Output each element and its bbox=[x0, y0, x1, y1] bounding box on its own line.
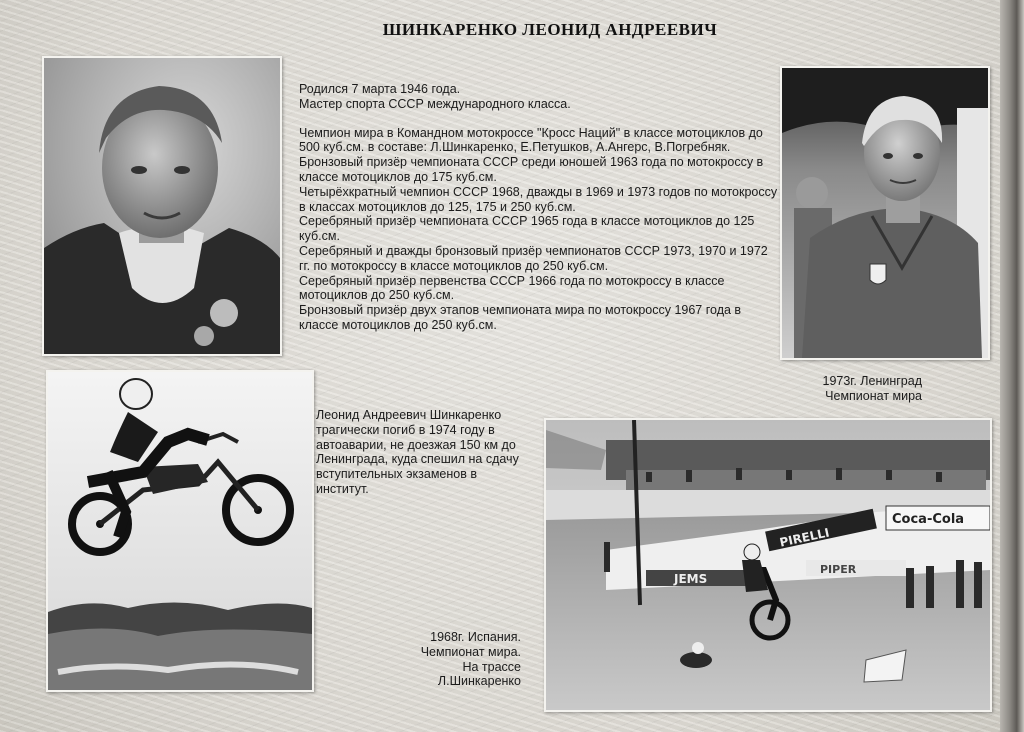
portrait-photo bbox=[42, 56, 282, 356]
book-spine bbox=[1000, 0, 1024, 732]
bio-line: Мастер спорта СССР международного класса. bbox=[299, 96, 571, 111]
photo-1973-leningrad bbox=[780, 66, 990, 360]
bio-line: Родился 7 марта 1946 года. bbox=[299, 82, 461, 96]
biography-text bbox=[299, 82, 779, 333]
bio-line: Бронзовый призёр двух этапов чемпионата мира по мотокроссу 1967 года в классе мотоциклов до 250 куб.см. bbox=[299, 303, 742, 332]
caption-line: 1968г. Испания. bbox=[430, 630, 521, 644]
photo-motocross-jump bbox=[46, 370, 314, 692]
memorial-note: Леонид Андреевич Шинкаренко трагически погиб в 1974 году в автоаварии, не доезжая 150 км до Ленинграда, куда спешил на сдачу вступительных экзаменов в институт. bbox=[316, 408, 519, 496]
banner-coca-cola: Coca-Cola bbox=[892, 512, 965, 527]
bio-line: Бронзовый призёр чемпионата СССР среди юношей 1963 года по мотокроссу в классе мотоциклов до 175 куб.см. bbox=[299, 155, 764, 184]
caption-line: Чемпионат мира. bbox=[420, 644, 521, 659]
photo-race-track bbox=[544, 418, 992, 712]
banner-piper: PIPER bbox=[820, 563, 857, 576]
caption-line: 1973г. Ленинград bbox=[822, 374, 922, 388]
caption-line: На трассе bbox=[462, 659, 521, 674]
caption-1973 bbox=[823, 374, 923, 404]
page-title: ШИНКАРЕНКО ЛЕОНИД АНДРЕЕВИЧ bbox=[382, 20, 718, 39]
bio-line: Серебряный призёр первенства СССР 1966 года по мотокроссу в классе мотоциклов до 250 куб.см. bbox=[299, 273, 725, 303]
banner-jems: JEMS bbox=[674, 572, 708, 586]
bio-line: Четырёхкратный чемпион СССР 1968, дважды в 1969 и 1973 годов по мотокроссу в классах мотоциклов до 125, 175 и 250 куб.см. bbox=[299, 184, 778, 214]
bio-line: Серебряный и дважды бронзовый призёр чемпионатов СССР 1973, 1970 и 1972 гг. по мотокроссу в классе мотоциклов до 250 куб.см. bbox=[299, 243, 768, 273]
bio-line: Чемпион мира в Командном мотокроссе "Кросс Наций" в классе мотоциклов до 500 куб.см. в составе: Л.Шинкаренко, Е.Петушков, А.Ангерс, В.Погребняк. bbox=[299, 125, 763, 155]
caption-line: Чемпионат мира bbox=[825, 388, 922, 403]
caption-1968 bbox=[396, 630, 521, 689]
caption-line: Л.Шинкаренко bbox=[437, 674, 521, 689]
banner-pirelli: PIRELLI bbox=[778, 525, 831, 550]
bio-line: Серебряный призёр чемпионата СССР 1965 года в классе мотоциклов до 125 куб.см. bbox=[299, 214, 755, 244]
